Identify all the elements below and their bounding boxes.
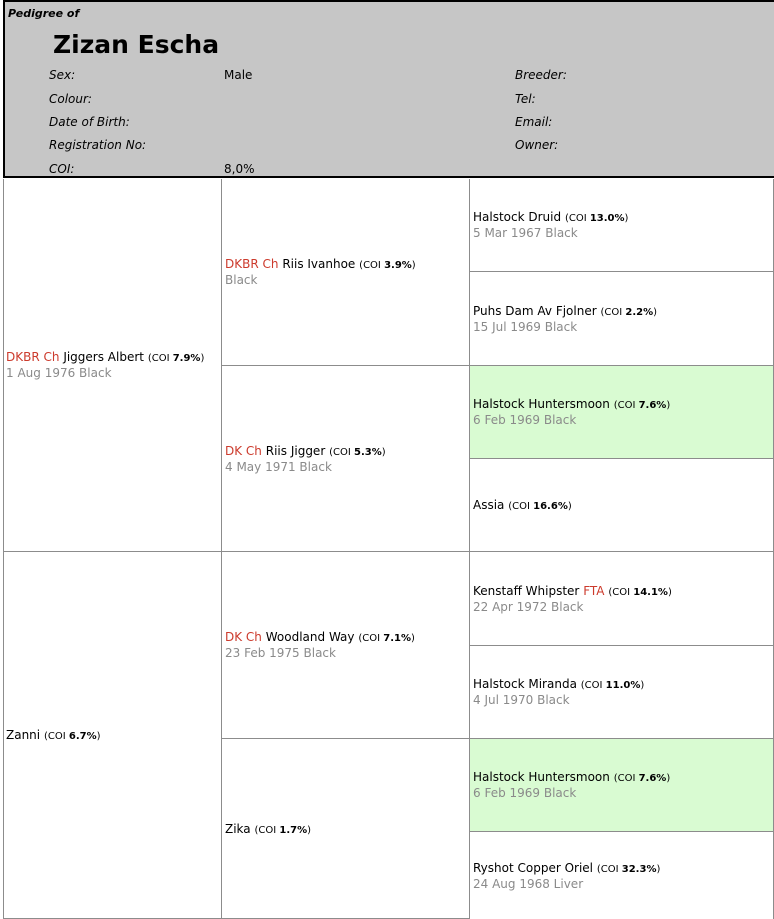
coi-abbrev: COI: [600, 863, 619, 875]
sire-dam-coi: 5.3%: [353, 446, 382, 458]
dam-sire-cell[interactable]: DK Ch Woodland Way (COI 7.1%) 23 Feb 1975 Black: [222, 552, 470, 739]
coi-abbrev: COI: [363, 260, 381, 271]
sex-label: Sex:: [49, 68, 76, 82]
sire-sire-coi: 3.9%: [384, 260, 412, 271]
gg-cell-3[interactable]: Halstock Huntersmoon (COI 7.6%) 6 Feb 1969 Black: [470, 366, 774, 459]
dam-coi: 6.7%: [68, 731, 97, 742]
sire-sire-details: Black: [225, 273, 258, 287]
coi-abbrev: COI: [604, 306, 623, 318]
gg-details-8: 24 Aug 1968 Liver: [473, 876, 584, 891]
dam-cell[interactable]: Zanni (COI 6.7%): [3, 552, 222, 919]
gg-cell-5[interactable]: Kenstaff Whipster FTA (COI 14.1%) 22 Apr 1972 Black: [470, 552, 774, 646]
coi-abbrev: COI: [47, 731, 66, 742]
gg-coi-1: 13.0%: [589, 213, 625, 224]
coi-abbrev: COI: [512, 501, 530, 512]
sire-sire-name: Riis Ivanhoe: [282, 257, 356, 271]
dam-sire-title: DK Ch: [225, 630, 262, 644]
sire-title: DKBR Ch: [6, 350, 60, 364]
gg-cell-1[interactable]: Halstock Druid (COI 13.0%) 5 Mar 1967 Black: [470, 179, 774, 272]
gg-name-5: Kenstaff Whipster: [473, 583, 580, 598]
sire-sire-title: DKBR Ch: [225, 257, 279, 271]
gg-coi-2: 2.2%: [625, 306, 654, 318]
breeder-label: Breeder:: [515, 68, 567, 82]
sire-dam-details: 4 May 1971 Black: [225, 459, 332, 474]
sire-cell[interactable]: DKBR Ch Jiggers Albert (COI 7.9%) 1 Aug 1976 Black: [3, 179, 222, 552]
gg-name-6: Halstock Miranda: [473, 677, 577, 691]
coi-value: 8,0%: [224, 162, 255, 176]
dam-dam-coi: 1.7%: [279, 824, 308, 836]
pedigree-grid: [3, 179, 774, 919]
coi-abbrev: COI: [617, 773, 636, 784]
gg-name-8: Ryshot Copper Oriel: [473, 860, 594, 875]
sire-sire-cell[interactable]: DKBR Ch Riis Ivanhoe (COI 3.9%) Black: [222, 179, 470, 366]
coi-abbrev: COI: [332, 446, 351, 458]
sire-details: 1 Aug 1976 Black: [6, 366, 112, 380]
gg-coi-3: 7.6%: [638, 400, 667, 411]
sex-value: Male: [224, 68, 253, 82]
colour-label: Colour:: [49, 92, 92, 106]
registration-no-label: Registration No:: [49, 138, 147, 152]
gg-cell-6[interactable]: Halstock Miranda (COI 11.0%) 4 Jul 1970 Black: [470, 646, 774, 739]
coi-label: COI:: [49, 162, 75, 176]
pedigree-header: [3, 0, 774, 178]
gg-name-7: Halstock Huntersmoon: [473, 770, 610, 784]
gg-details-6: 4 Jul 1970 Black: [473, 693, 570, 707]
gg-details-1: 5 Mar 1967 Black: [473, 226, 578, 240]
coi-abbrev: COI: [568, 213, 587, 224]
gg-name-2: Puhs Dam Av Fjolner: [473, 303, 597, 318]
gg-coi-5: 14.1%: [633, 586, 668, 598]
dam-dam-cell[interactable]: Zika (COI 1.7%): [222, 739, 470, 919]
owner-label: Owner:: [515, 138, 559, 152]
gg-suffix-5: FTA: [583, 583, 605, 598]
gg-cell-8[interactable]: Ryshot Copper Oriel (COI 32.3%) 24 Aug 1968 Liver: [470, 832, 774, 919]
gg-coi-8: 32.3%: [621, 863, 657, 875]
dam-sire-name: Woodland Way: [265, 630, 355, 644]
coi-abbrev: COI: [584, 680, 603, 691]
dam-dam-name: Zika: [225, 821, 251, 836]
coi-abbrev: COI: [612, 586, 631, 598]
gg-cell-2[interactable]: Puhs Dam Av Fjolner (COI 2.2%) 15 Jul 1969 Black: [470, 272, 774, 366]
gg-name-1: Halstock Druid: [473, 210, 562, 224]
dam-sire-coi: 7.1%: [383, 633, 411, 644]
gg-details-3: 6 Feb 1969 Black: [473, 413, 577, 427]
coi-abbrev: COI: [151, 353, 170, 364]
tel-label: Tel:: [515, 92, 536, 106]
gg-coi-7: 7.6%: [638, 773, 667, 784]
sire-dam-title: DK Ch: [225, 443, 262, 458]
dam-name: Zanni: [6, 728, 41, 742]
gg-details-5: 22 Apr 1972 Black: [473, 599, 584, 614]
sire-name: Jiggers Albert: [63, 350, 144, 364]
gg-name-3: Halstock Huntersmoon: [473, 397, 610, 411]
sire-dam-cell[interactable]: DK Ch Riis Jigger (COI 5.3%) 4 May 1971 Black: [222, 366, 470, 552]
dog-name: Zizan Escha: [53, 30, 220, 59]
coi-abbrev: COI: [258, 824, 277, 836]
coi-abbrev: COI: [362, 633, 381, 644]
gg-details-7: 6 Feb 1969 Black: [473, 786, 577, 800]
sire-coi: 7.9%: [172, 353, 201, 364]
pedigree-of-label: Pedigree of: [8, 7, 80, 20]
gg-coi-4: 16.6%: [533, 501, 568, 512]
gg-cell-7[interactable]: Halstock Huntersmoon (COI 7.6%) 6 Feb 1969 Black: [470, 739, 774, 832]
date-of-birth-label: Date of Birth:: [49, 115, 130, 129]
email-label: Email:: [515, 115, 553, 129]
gg-cell-4[interactable]: Assia (COI 16.6%): [470, 459, 774, 552]
sire-dam-name: Riis Jigger: [265, 443, 326, 458]
coi-abbrev: COI: [617, 400, 636, 411]
gg-details-2: 15 Jul 1969 Black: [473, 319, 578, 334]
dam-sire-details: 23 Feb 1975 Black: [225, 646, 336, 660]
gg-coi-6: 11.0%: [605, 680, 641, 691]
gg-name-4: Assia: [473, 498, 505, 512]
